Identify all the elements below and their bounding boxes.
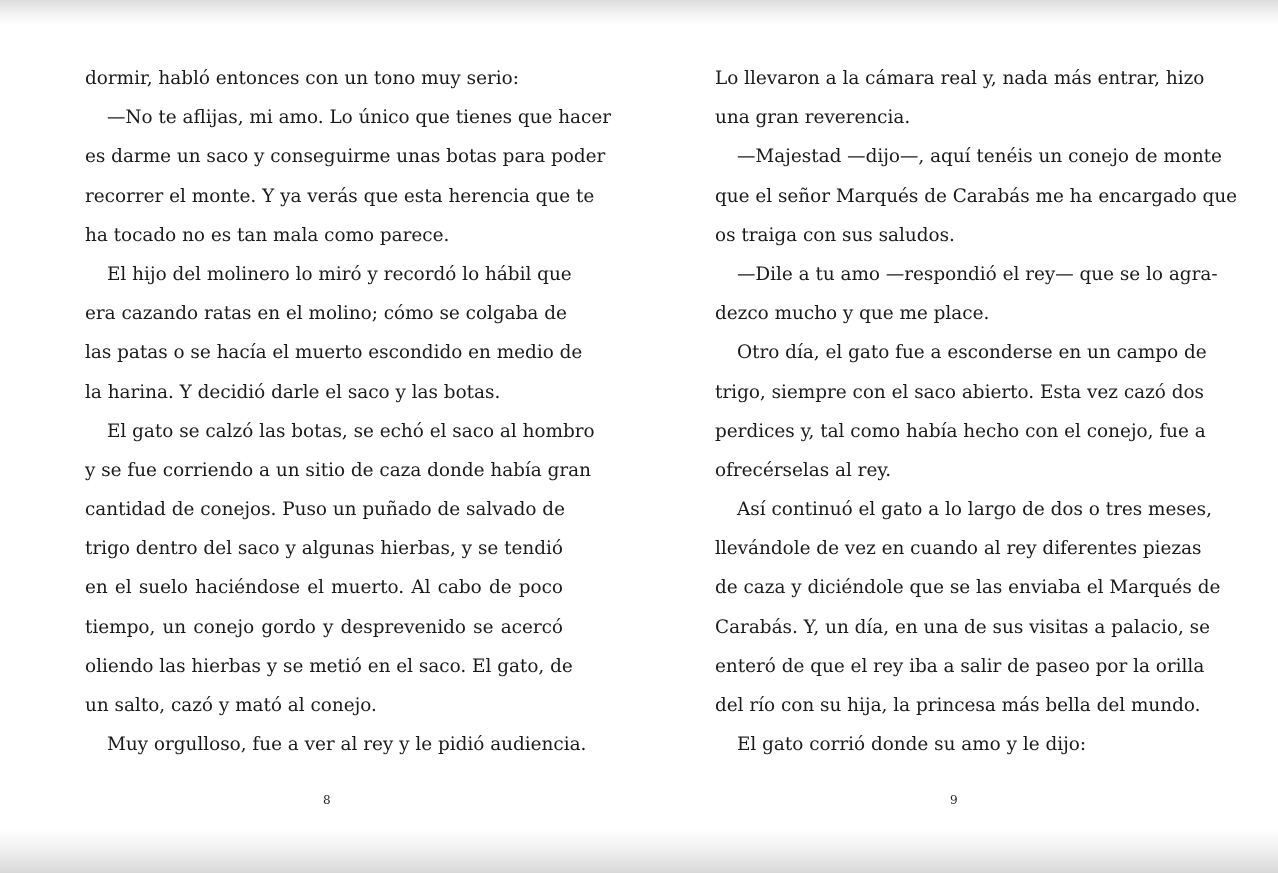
text-line: —Majestad —dijo—, aquí tenéis un conejo de monte — [737, 146, 1222, 168]
text-line: dezco mucho y que me place. — [715, 303, 990, 325]
text-line: en el suelo haciéndose el muerto. Al cabo de poco — [85, 577, 563, 599]
text-line: es darme un saco y conseguirme unas botas para poder — [85, 146, 606, 168]
text-line: perdices y, tal como había hecho con el conejo, fue a — [715, 420, 1206, 442]
bottom-edge-shadow — [0, 829, 1278, 873]
text-line: del río con su hija, la princesa más bella del mundo. — [715, 695, 1201, 716]
right-page-text — [715, 59, 1238, 764]
text-line: tiempo, un conejo gordo y desprevenido se acercó — [85, 616, 563, 638]
text-line: llevándole de vez en cuando al rey diferentes piezas — [715, 538, 1202, 560]
text-line: la harina. Y decidió darle el saco y las botas. — [85, 381, 501, 403]
text-line: trigo dentro del saco y algunas hierbas, y se tendió — [85, 538, 563, 560]
text-line: de caza y diciéndole que se las enviaba el Marqués de — [715, 577, 1221, 599]
text-line: —No te aflijas, mi amo. Lo único que tienes que hacer — [107, 107, 612, 129]
text-line: Así continuó el gato a lo largo de dos o tres meses, — [737, 499, 1212, 521]
text-line: El gato corrió donde su amo y le dijo: — [737, 734, 1087, 756]
text-line: una gran reverencia. — [715, 107, 911, 129]
text-line: y se fue corriendo a un sitio de caza donde había gran — [85, 459, 591, 481]
text-line: os traiga con sus saludos. — [715, 224, 955, 246]
text-line: El hijo del molinero lo miró y recordó lo hábil que — [107, 263, 572, 285]
text-line: un salto, cazó y mató al conejo. — [85, 695, 377, 716]
text-line: las patas o se hacía el muerto escondido en medio de — [85, 342, 583, 364]
text-line: ha tocado no es tan mala como parece. — [85, 224, 450, 246]
text-line: —Dile a tu amo —respondió el rey— que se lo agra- — [737, 263, 1218, 285]
text-line: enteró de que el rey iba a salir de paseo por la orilla — [715, 655, 1205, 677]
text-line: cantidad de conejos. Puso un puñado de salvado de — [85, 499, 565, 521]
top-edge-shadow — [0, 0, 1278, 26]
text-line: Lo llevaron a la cámara real y, nada más entrar, hizo — [715, 68, 1205, 89]
text-line: que el señor Marqués de Carabás me ha encargado que — [715, 185, 1238, 207]
text-line: era cazando ratas en el molino; cómo se colgaba de — [85, 303, 567, 325]
left-page-text — [85, 59, 612, 764]
text-line: El gato se calzó las botas, se echó el saco al hombro — [107, 420, 595, 442]
text-line: Carabás. Y, un día, en una de sus visitas a palacio, se — [715, 616, 1210, 638]
text-line: recorrer el monte. Y ya verás que esta herencia que te — [85, 185, 595, 207]
text-line: Otro día, el gato fue a esconderse en un campo de — [737, 342, 1207, 364]
text-line: ofrecérselas al rey. — [715, 459, 892, 481]
text-line: trigo, siempre con el saco abierto. Esta vez cazó dos — [715, 381, 1204, 403]
right-page-number: 9 — [950, 793, 958, 807]
left-page-number: 8 — [323, 793, 331, 807]
text-line: dormir, habló entonces con un tono muy serio: — [85, 68, 519, 89]
text-line: Muy orgulloso, fue a ver al rey y le pidió audiencia. — [107, 734, 587, 756]
text-line: oliendo las hierbas y se metió en el saco. El gato, de — [85, 655, 573, 677]
